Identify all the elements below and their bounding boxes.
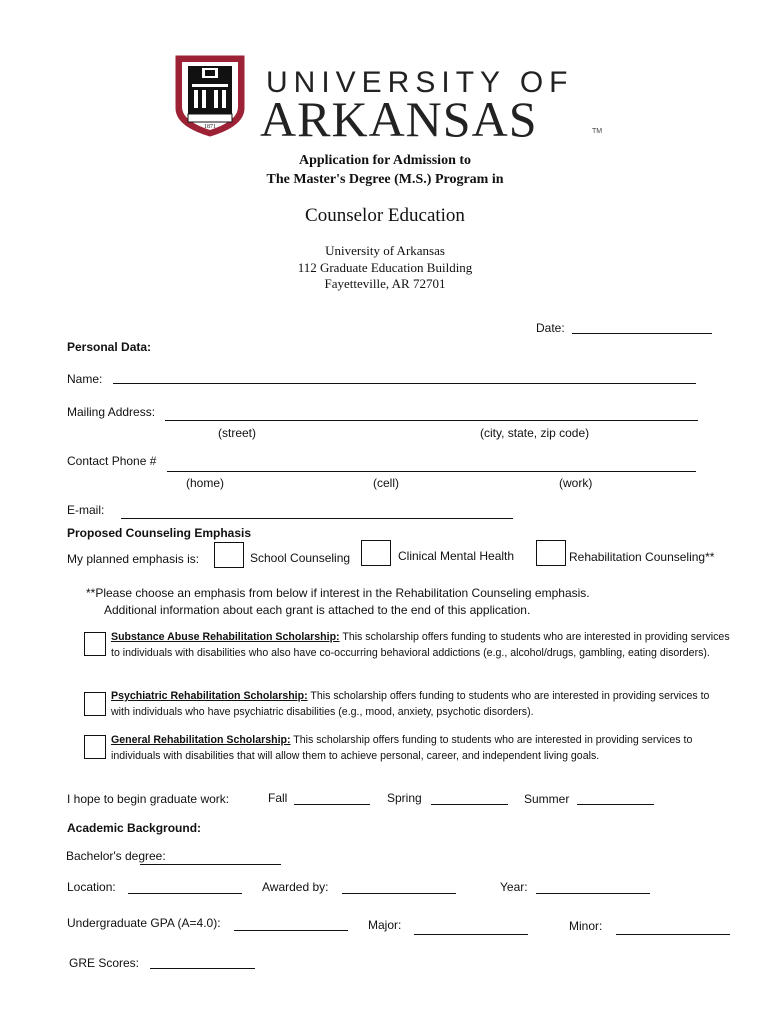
logo-year: 1871 (204, 124, 216, 130)
email-field[interactable] (121, 518, 513, 519)
home-hint: (home) (186, 476, 225, 490)
city-hint: (city, state, zip code) (480, 426, 590, 440)
fall-label: Fall (268, 791, 288, 805)
location-field[interactable] (128, 893, 242, 894)
emphasis-heading: Proposed Counseling Emphasis (67, 526, 252, 540)
form-title-line2: The Master's Degree (M.S.) Program in (266, 172, 504, 187)
psychiatric-scholarship-title: Psychiatric Rehabilitation Scholarship: (111, 690, 308, 702)
mailing-address-label: Mailing Address: (67, 405, 156, 419)
emphasis-note-line2: Additional information about each grant is attached to the end of this application. (104, 603, 531, 617)
substance-abuse-scholarship-checkbox[interactable] (84, 632, 106, 656)
cell-hint: (cell) (373, 476, 399, 490)
gre-scores-label: GRE Scores: (69, 956, 140, 970)
address-line2: 112 Graduate Education Building (297, 260, 473, 275)
mailing-address-field[interactable] (165, 420, 698, 421)
work-hint: (work) (559, 476, 593, 490)
logo-university-of: UNIVERSITY OF (266, 66, 574, 99)
psychiatric-scholarship-text (111, 689, 721, 720)
contact-phone-label: Contact Phone # (67, 454, 157, 468)
address-line3: Fayetteville, AR 72701 (324, 276, 446, 291)
general-scholarship-checkbox[interactable] (84, 735, 106, 759)
general-scholarship-description: This scholarship offers funding to students who are interested in providing services to individuals with disabilities that will allow them to achieve personal, career, and independent living goals. (111, 734, 693, 762)
date-field[interactable] (572, 333, 712, 334)
minor-field[interactable] (616, 934, 730, 935)
bachelor-degree-label: Bachelor's degree: (66, 849, 166, 863)
contact-phone-field[interactable] (167, 471, 696, 472)
psychiatric-scholarship-description: This scholarship offers funding to students who are interested in providing services to with individuals who have psychiatric disabilities (e.g., mood, anxiety, psychotic disorders). (111, 690, 710, 718)
year-field[interactable] (536, 893, 650, 894)
general-scholarship-text (111, 733, 733, 764)
gpa-field[interactable] (234, 930, 348, 931)
personal-data-heading: Personal Data: (67, 340, 152, 354)
awarded-by-label: Awarded by: (262, 880, 329, 894)
awarded-by-field[interactable] (342, 893, 456, 894)
general-scholarship-title: General Rehabilitation Scholarship: (111, 734, 291, 746)
begin-work-label: I hope to begin graduate work: (67, 792, 230, 806)
spring-field[interactable] (431, 804, 508, 805)
school-counseling-label: School Counseling (250, 551, 351, 565)
summer-label: Summer (524, 792, 570, 806)
logo-arkansas: ARKANSAS (260, 91, 538, 147)
clinical-mental-health-checkbox[interactable] (361, 540, 391, 566)
name-field[interactable] (113, 383, 696, 384)
fall-field[interactable] (294, 804, 370, 805)
emphasis-note-line1: **Please choose an emphasis from below if interest in the Rehabilitation Counseling emphasis. (86, 586, 590, 600)
clinical-mental-health-label: Clinical Mental Health (398, 549, 515, 563)
summer-field[interactable] (577, 804, 654, 805)
major-field[interactable] (414, 934, 528, 935)
university-logo (174, 54, 604, 147)
major-label: Major: (368, 918, 402, 932)
substance-abuse-scholarship-title: Substance Abuse Rehabilitation Scholarship: (111, 631, 340, 643)
substance-abuse-scholarship-description: This scholarship offers funding to students who are interested in providing services to individuals with disabilities who also have co-occurring behavioral addictions (e.g., alcohol/drugs, gambling, eating disorders). (111, 631, 730, 659)
substance-abuse-scholarship-text (111, 630, 733, 661)
emphasis-prompt: My planned emphasis is: (67, 552, 200, 566)
email-label: E-mail: (67, 503, 105, 517)
spring-label: Spring (387, 791, 422, 805)
logo-trademark: TM (592, 128, 603, 135)
year-label: Year: (500, 880, 528, 894)
rehabilitation-counseling-label: Rehabilitation Counseling** (569, 550, 715, 564)
gpa-label: Undergraduate GPA (A=4.0): (67, 916, 221, 930)
location-label: Location: (67, 880, 116, 894)
address-line1: University of Arkansas (325, 243, 445, 258)
date-label: Date: (536, 321, 565, 335)
school-counseling-checkbox[interactable] (214, 542, 244, 568)
academic-heading: Academic Background: (67, 821, 202, 835)
program-title: Counselor Education (305, 205, 465, 226)
gre-scores-field[interactable] (150, 968, 255, 969)
psychiatric-scholarship-checkbox[interactable] (84, 692, 106, 716)
bachelor-degree-field[interactable] (140, 864, 281, 865)
name-label: Name: (67, 372, 103, 386)
minor-label: Minor: (569, 919, 603, 933)
street-hint: (street) (218, 426, 257, 440)
form-title-line1: Application for Admission to (298, 153, 472, 168)
rehabilitation-counseling-checkbox[interactable] (536, 540, 566, 566)
